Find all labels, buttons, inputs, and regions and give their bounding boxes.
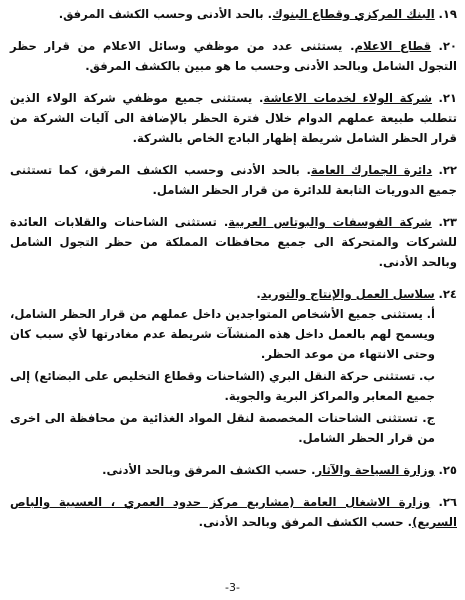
item-number: ٢٤. (438, 287, 457, 301)
list-item (10, 160, 457, 200)
item-text: . بالحد الأدنى وحسب الكشف المرفق، كما تستثنى جميع الدوريات التابعة للدائرة من قرار الحظر الشامل. (10, 163, 457, 197)
list-item (10, 36, 457, 76)
list-item (10, 212, 457, 272)
sub-item-label: أ. (426, 307, 436, 321)
sub-item (10, 408, 435, 448)
item-text: . حسب الكشف المرفق وبالحد الأدنى. (102, 463, 316, 477)
list-item (10, 284, 457, 448)
item-text: . يستثنى جميع موظفي شركة الولاء الذين تتطلب طبيعة عملهم الدوام خلال فترة الحظر بالإضافة الى آليات الشركة من قرار الحظر الشامل شريطة إظهار البادج الخاص بالشركة. (10, 91, 457, 145)
item-heading: دائرة الجمارك العامة (310, 163, 433, 177)
item-number: ٢٥. (438, 463, 457, 477)
item-heading: وزارة الاشغال العامة (مشاريع مركز حدود العمري ، العسبية والباص السريع) (10, 495, 457, 529)
sub-item-text: تستثنى حركة النقل البري (الشاحنات وقطاع التخليص على البضائع) إلى جميع المعابر والمراكز البرية والجوية. (10, 369, 435, 403)
item-heading: البنك المركزي وقطاع البنوك (272, 7, 435, 21)
item-text: . حسب الكشف المرفق وبالحد الأدنى. (198, 515, 413, 529)
list-item (10, 460, 457, 480)
sub-item-text: تستثنى الشاحنات المخصصة لنقل المواد الغذائية من محافظة الى اخرى من قرار الحظر الشامل. (10, 411, 435, 445)
item-heading: شركة الفوسفات والبوتاس العربية (228, 215, 432, 229)
item-text: . (256, 287, 261, 301)
item-heading: وزارة السياحة والآثار (315, 463, 435, 477)
sub-item-label: ب. (418, 369, 435, 383)
sub-item-text: يستثنى جميع الأشخاص المتواجدين داخل عملهم من قرار الحظر الشامل، ويسمح لهم بالعمل داخل هذه المنشآت شريطة عدم مغادرتها لأي سبب كان وحتى الانتهاء من موعد الحظر. (10, 307, 435, 361)
item-number: ٢٢. (438, 163, 457, 177)
sub-item (10, 366, 435, 406)
list-item (10, 88, 457, 148)
item-heading: شركة الولاء لخدمات الاعاشة (263, 91, 433, 105)
item-number: ٢٠. (438, 39, 457, 53)
item-number: ٢١. (438, 91, 457, 105)
item-number: ١٩. (438, 7, 457, 21)
item-number: ٢٦. (438, 495, 457, 509)
item-text: . بالحد الأدنى وحسب الكشف المرفق. (58, 7, 273, 21)
item-text: . تستثنى الشاحنات والقلابات العائدة للشركات والمتحركة الى جميع محافظات المملكة من حظر التجول الشامل وبالحد الأدنى. (10, 215, 457, 269)
sub-item (10, 304, 435, 364)
item-text: . يستثنى عدد من موظفي وسائل الاعلام من قرار حظر التجول الشامل وبالحد الأدنى وحسب ما هو مبين بالكشف المرفق. (10, 39, 457, 73)
item-heading: قطاع الاعلام (354, 39, 432, 53)
sub-item-label: ج. (422, 411, 435, 425)
list-item (10, 4, 457, 24)
list-item (10, 492, 457, 532)
item-number: ٢٣. (438, 215, 457, 229)
page-number: -3- (225, 581, 240, 594)
item-heading: سلاسل العمل والإنتاج والتوريد (260, 287, 435, 301)
